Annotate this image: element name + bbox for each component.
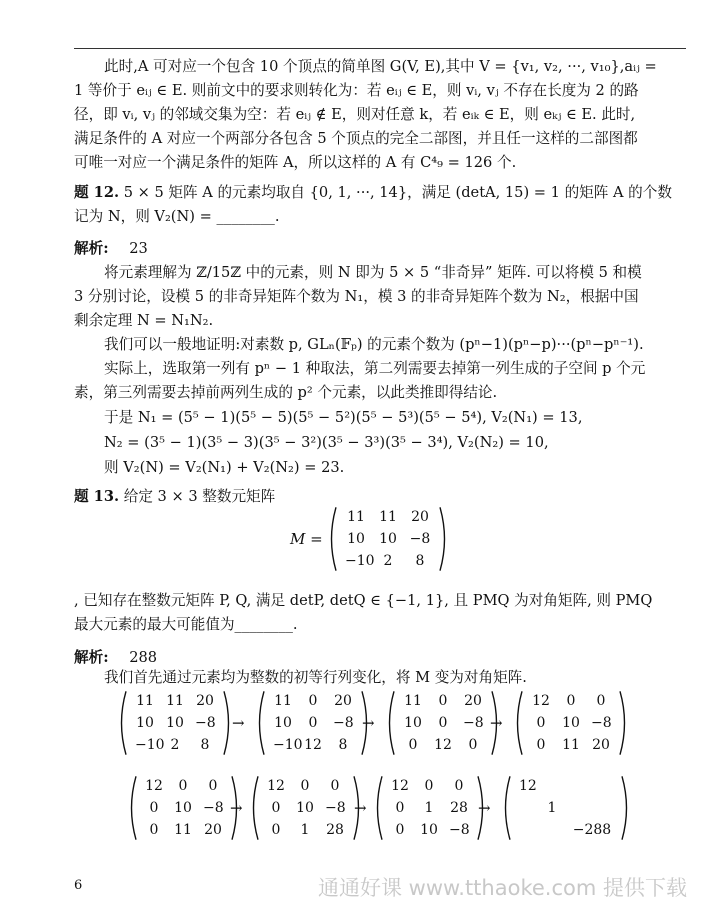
matrix <box>326 506 450 572</box>
matrix-cell: 10 <box>174 800 192 816</box>
matrix-cell: 0 <box>208 778 218 794</box>
matrix-cell: −8 <box>591 715 612 731</box>
problem-text: 最大元素的最大可能值为________. <box>74 616 298 633</box>
matrix-cell: 20 <box>204 822 222 838</box>
matrix-cell: 12 <box>434 737 452 753</box>
matrix-cell: 0 <box>330 778 340 794</box>
text-line: 此时,A 可对应一个包含 10 个顶点的简单图 G(V, E),其中 V = {v₁, v₂, ···, v₁₀},aᵢⱼ = <box>104 58 657 75</box>
matrix-cell: −8 <box>203 800 224 816</box>
problem-text: 5 × 5 矩阵 A 的元素均取自 {0, 1, ···, 14}，满足 (detA, 15) = 1 的矩阵 A 的个数 <box>123 184 672 201</box>
matrix-cell: 10 <box>404 715 422 731</box>
matrix-cell: −8 <box>325 800 346 816</box>
matrix-cell: −10 <box>135 737 165 753</box>
matrix <box>512 690 630 756</box>
text-line: 实际上，选取第一列有 pⁿ − 1 种取法，第二列需要去掉第一列生成的子空间 p 个元 <box>104 360 646 377</box>
matrix <box>384 690 502 756</box>
matrix-cell: 11 <box>166 693 184 709</box>
arrow: → <box>362 714 375 732</box>
matrix-cell: −10 <box>345 553 375 569</box>
problem-text: 记为 N，则 V₂(N) = ________. <box>74 208 280 225</box>
text-line: 满足条件的 A 对应一个两部分各包含 5 个顶点的完全二部图，并且任一这样的二部图都 <box>74 130 638 147</box>
problem-label: 题 12. <box>74 184 120 201</box>
problem-text: 给定 3 × 3 整数元矩阵 <box>123 488 276 505</box>
left-paren <box>500 775 512 841</box>
matrix-cell: 10 <box>274 715 292 731</box>
matrix-cell: 0 <box>424 778 434 794</box>
matrix-cell: 0 <box>271 800 281 816</box>
left-paren <box>116 690 128 756</box>
answer-value: 288 <box>129 649 158 666</box>
matrix-cell: 0 <box>149 800 159 816</box>
matrix-cell: 2 <box>170 737 180 753</box>
matrix-cell: 0 <box>408 737 418 753</box>
matrix-cell: −8 <box>449 822 470 838</box>
matrix-cell: 0 <box>149 822 159 838</box>
matrix <box>372 775 488 841</box>
problem-12 <box>74 183 686 203</box>
problem-label: 题 13. <box>74 488 120 505</box>
matrix-cell: −8 <box>195 715 216 731</box>
matrix-cell: 11 <box>562 737 580 753</box>
matrix-cell: 8 <box>415 553 425 569</box>
matrix-cell: 0 <box>300 778 310 794</box>
matrix-cell: 28 <box>326 822 344 838</box>
right-paren <box>620 775 632 841</box>
left-paren <box>326 506 338 572</box>
problem-13 <box>74 487 686 507</box>
equation-line: N₂ = (3⁵ − 1)(3⁵ − 3)(3⁵ − 3²)(3⁵ − 3³)(3⁵ − 3⁴), V₂(N₂) = 10, <box>104 434 549 451</box>
left-paren <box>372 775 384 841</box>
text-line: 我们可以一般地证明:对素数 p, GLₙ(𝔽ₚ) 的元素个数为 (pⁿ−1)(pⁿ−p)···(pⁿ−pⁿ⁻¹). <box>104 336 644 353</box>
matrix-cell: 10 <box>166 715 184 731</box>
text-line: 将元素理解为 ℤ/15ℤ 中的元素，则 N 即为 5 × 5 “非奇异” 矩阵. 可以将模 5 和模 <box>104 264 642 281</box>
matrix-cell: 0 <box>596 693 606 709</box>
matrix-cell: 11 <box>347 509 365 525</box>
matrix-cell: 8 <box>338 737 348 753</box>
answer-label: 解析: <box>74 649 109 666</box>
matrix-cell: −10 <box>273 737 303 753</box>
right-paren <box>438 506 450 572</box>
matrix-cell: 20 <box>411 509 429 525</box>
problem-text: , 已知存在整数元矩阵 P, Q, 满足 detP, detQ ∈ {−1, 1}, 且 PMQ 为对角矩阵, 则 PMQ <box>74 592 653 609</box>
arrow: → <box>354 799 367 817</box>
answer-12 <box>74 239 686 259</box>
text-line: 可唯一对应一个满足条件的矩阵 A，所以这样的 A 有 C⁴₉ = 126 个. <box>74 154 517 171</box>
matrix-cell: 11 <box>174 822 192 838</box>
matrix-cell: 11 <box>274 693 292 709</box>
matrix <box>500 775 632 841</box>
header-rule <box>74 48 686 49</box>
answer-label: 解析: <box>74 240 109 257</box>
matrix <box>126 775 242 841</box>
arrow: → <box>478 799 491 817</box>
left-paren <box>254 690 266 756</box>
matrix-cell: 2 <box>383 553 393 569</box>
matrix-cell: 12 <box>304 737 322 753</box>
matrix-cell: 0 <box>536 715 546 731</box>
matrix <box>116 690 234 756</box>
matrix-cell: 20 <box>196 693 214 709</box>
matrix-cell: 1 <box>424 800 434 816</box>
matrix-cell: 20 <box>464 693 482 709</box>
left-paren <box>512 690 524 756</box>
matrix <box>254 690 372 756</box>
matrix-cell: 0 <box>438 715 448 731</box>
arrow: → <box>230 799 243 817</box>
matrix-cell: 0 <box>395 800 405 816</box>
arrow: → <box>490 714 503 732</box>
matrix-cell: 0 <box>395 822 405 838</box>
matrix-cell: 10 <box>296 800 314 816</box>
matrix-cell: 12 <box>267 778 285 794</box>
matrix-cell: 20 <box>592 737 610 753</box>
matrix-cell: 1 <box>547 800 557 816</box>
matrix-cell: 0 <box>308 693 318 709</box>
matrix-cell: 8 <box>200 737 210 753</box>
matrix-cell: 0 <box>178 778 188 794</box>
matrix-cell: 12 <box>145 778 163 794</box>
matrix-cell: −8 <box>409 531 431 547</box>
left-paren <box>126 775 138 841</box>
answer-13 <box>74 648 686 668</box>
equation-line: 则 V₂(N) = V₂(N₁) + V₂(N₂) = 23. <box>104 459 345 476</box>
matrix-cell: 0 <box>454 778 464 794</box>
matrix-cell: 11 <box>404 693 422 709</box>
text-line: 我们首先通过元素均为整数的初等行列变化，将 M 变为对角矩阵. <box>104 669 527 686</box>
text-line: 素，第三列需要去掉前两列生成的 p² 个元素，以此类推即得结论. <box>74 384 498 401</box>
left-paren <box>248 775 260 841</box>
matrix-cell: 1 <box>300 822 310 838</box>
matrix-cell: −8 <box>463 715 484 731</box>
arrow: → <box>232 714 245 732</box>
matrix-cell: 28 <box>450 800 468 816</box>
matrix-cell: 10 <box>379 531 397 547</box>
matrix-cell: −8 <box>333 715 354 731</box>
matrix-cell: 10 <box>347 531 365 547</box>
matrix-cell: 20 <box>334 693 352 709</box>
equation-line: 于是 N₁ = (5⁵ − 1)(5⁵ − 5)(5⁵ − 5²)(5⁵ − 5³)(5⁵ − 5⁴), V₂(N₁) = 13, <box>104 409 583 426</box>
matrix-label: M = <box>290 530 323 548</box>
matrix-cell: 11 <box>379 509 397 525</box>
matrix-cell: 12 <box>519 778 537 794</box>
text-line: 剩余定理 N = N₁N₂. <box>74 312 214 329</box>
watermark: 通通好课 www.tthaoke.com 提供下载 <box>318 876 687 900</box>
matrix-cell: 0 <box>308 715 318 731</box>
text-line: 3 分别讨论，设模 5 的非奇异矩阵个数为 N₁，模 3 的非奇异矩阵个数为 N₂，根据中国 <box>74 288 639 305</box>
text-line: 1 等价于 eᵢⱼ ∈ E. 则前文中的要求则转化为：若 eᵢⱼ ∈ E，则 vᵢ, vⱼ 不存在长度为 2 的路 <box>74 82 639 99</box>
matrix-cell: 12 <box>532 693 550 709</box>
matrix-cell: 10 <box>136 715 154 731</box>
matrix-cell: 10 <box>562 715 580 731</box>
matrix-cell: 0 <box>468 737 478 753</box>
matrix-cell: 0 <box>438 693 448 709</box>
matrix-cell: 11 <box>136 693 154 709</box>
matrix-cell: 12 <box>391 778 409 794</box>
matrix-cell: 0 <box>536 737 546 753</box>
matrix-cell: −288 <box>572 822 612 838</box>
matrix-cell: 0 <box>271 822 281 838</box>
page-number: 6 <box>74 878 83 893</box>
matrix <box>248 775 364 841</box>
left-paren <box>384 690 396 756</box>
matrix-cell: 10 <box>420 822 438 838</box>
matrix-cell: 0 <box>566 693 576 709</box>
right-paren <box>618 690 630 756</box>
text-line: 径，即 vᵢ, vⱼ 的邻域交集为空：若 eᵢⱼ ∉ E，则对任意 k，若 eᵢₖ ∈ E，则 eₖⱼ ∈ E. 此时, <box>74 106 636 123</box>
answer-value: 23 <box>129 240 148 257</box>
